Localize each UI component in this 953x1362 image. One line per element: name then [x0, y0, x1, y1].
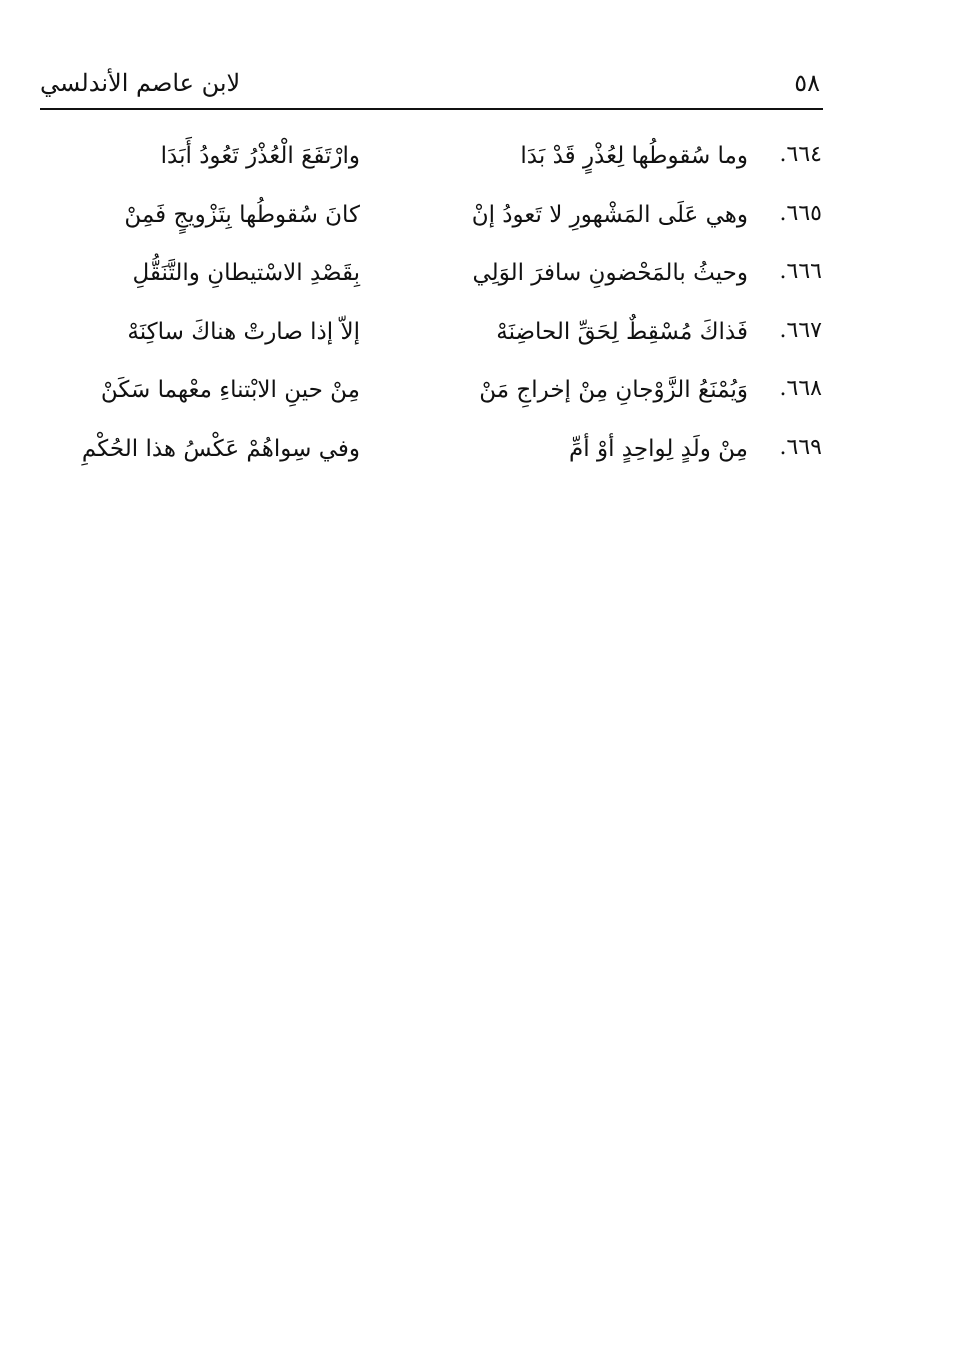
verse-number: ٦٦٤. [779, 142, 822, 167]
first-hemistich: وهي عَلَى المَشْهورِ لا تَعودُ إنْ [471, 201, 748, 228]
verse-row [40, 189, 822, 248]
first-hemistich: وَيُمْنَعُ الزَّوْجانِ مِنْ إخراجِ مَنْ [479, 377, 748, 404]
verse-number: ٦٦٥. [779, 200, 822, 226]
second-hemistich: بِقَصْدِ الاسْتيطانِ والتَّنَقُّلِ [132, 260, 360, 287]
second-hemistich: كانَ سُقوطُها بِتَزْويجٍ فَمِنْ [124, 201, 360, 228]
running-title: لابن عاصم الأندلسي [40, 69, 241, 97]
verse-number: ٦٦٨. [779, 376, 822, 402]
second-hemistich: وارْتَفَعَ الْعُذْرُ تَعُودُ أَبَدَا [160, 143, 360, 169]
first-hemistich: فَذاكَ مُسْقِطٌ لِحَقِّ الحاضِنَهْ [496, 318, 748, 345]
first-hemistich: مِنْ ولَدٍ لِواحِدٍ أوْ أمِّ [569, 435, 748, 462]
verse-row [40, 423, 822, 482]
page-header [40, 64, 820, 108]
verse-number: ٦٦٦. [779, 259, 822, 285]
verse-row [40, 364, 822, 423]
verse-row [40, 306, 822, 365]
header-divider [40, 108, 823, 110]
verse-list [40, 130, 822, 482]
verse-row [40, 130, 822, 189]
second-hemistich: وفي سِواهُمْ عَكْسُ هذا الحُكْمِ [81, 435, 360, 462]
verse-number: ٦٦٩. [779, 434, 822, 460]
verse-number: ٦٦٧. [779, 317, 822, 343]
first-hemistich: وحيثُ بالمَحْضونِ سافرَ الوَلِي [472, 260, 748, 287]
second-hemistich: إلاّ إذا صارتْ هناكَ ساكِنَهْ [127, 318, 360, 345]
second-hemistich: مِنْ حينِ الابْتناءِ معْهما سَكَنْ [100, 377, 360, 404]
first-hemistich: وما سُقوطُها لِعُذْرٍ قَدْ بَدَا [520, 143, 748, 169]
page-number: ٥٨ [794, 69, 820, 97]
verse-row [40, 247, 822, 306]
